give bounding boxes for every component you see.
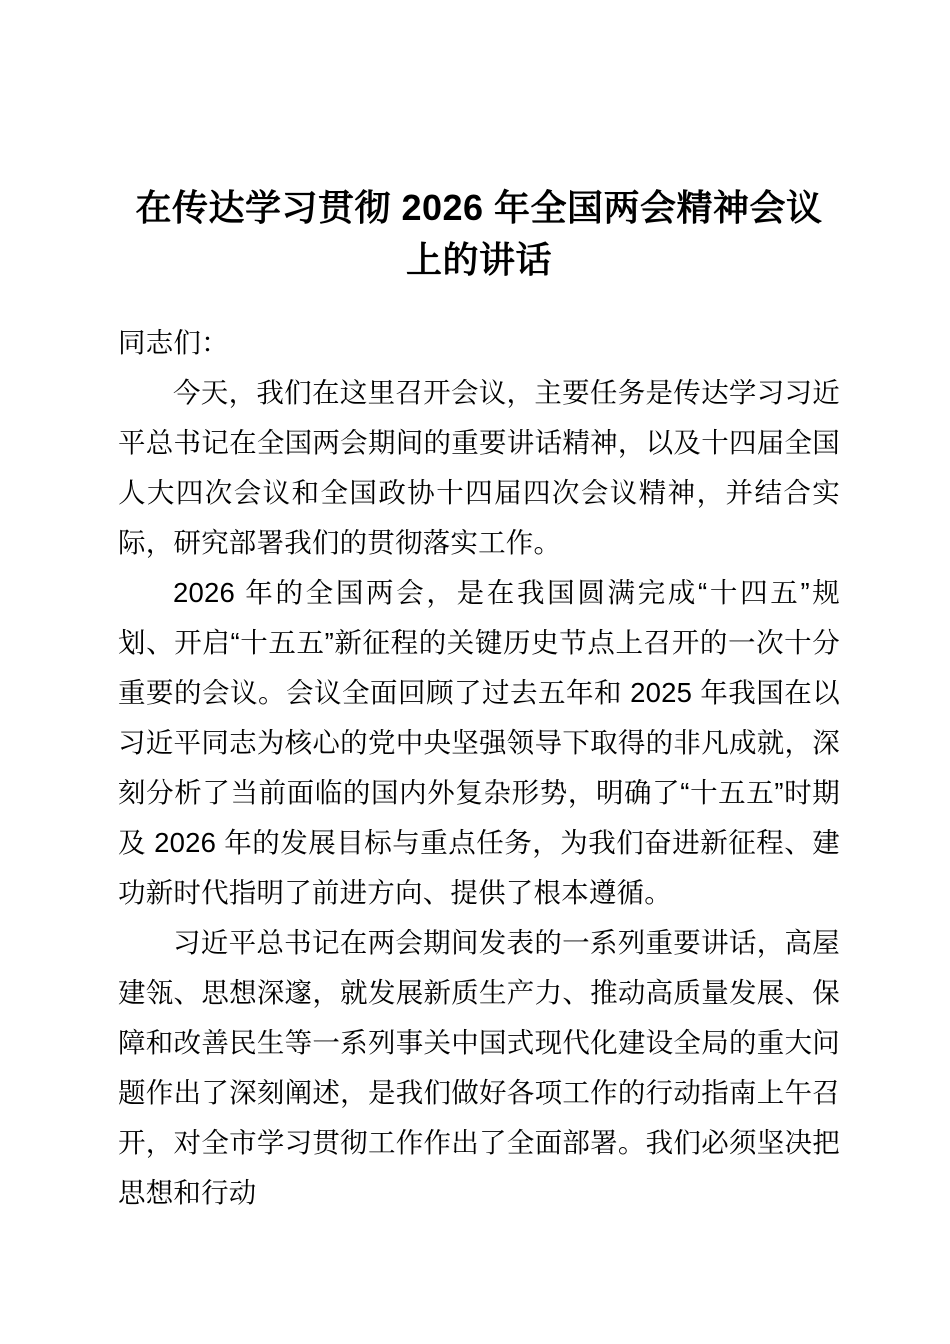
body-paragraph: 习近平总书记在两会期间发表的一系列重要讲话，高屋建瓴、思想深邃，就发展新质生产力、推动高质量发展、保障和改善民生等一系列事关中国式现代化建设全局的重大问题作出了深刻阐述，是我们做好各项工作的行动指南上午召开，对全市学习贯彻工作作出了全面部署。我们必须坚决把思想和行动 [118,927,840,1208]
body-paragraph: 2026 年的全国两会，是在我国圆满完成“十四五”规划、开启“十五五”新征程的关键历史节点上召开的一次十分重要的会议。会议全面回顾了过去五年和 2025 年我国在以习近平同志为核心的党中央坚强领导下取得的非凡成就，深刻分析了当前面临的国内外复杂形势，明确了“十五五”时期及 2026 年的发展目标与重点任务，为我们奋进新征程、建功新时代指明了前进方向、提供了根本遵循。 [118,577,840,908]
salutation-line: 同志们： [118,327,229,358]
page-title: 在传达学习贯彻 2026 年全国两会精神会议上的讲话 [135,187,823,280]
body-paragraph: 今天，我们在这里召开会议，主要任务是传达学习习近平总书记在全国两会期间的重要讲话精神，以及十四届全国人大四次会议和全国政协十四届四次会议精神，并结合实际，研究部署我们的贯彻落实工作。 [118,377,840,558]
document-body [118,318,840,1218]
